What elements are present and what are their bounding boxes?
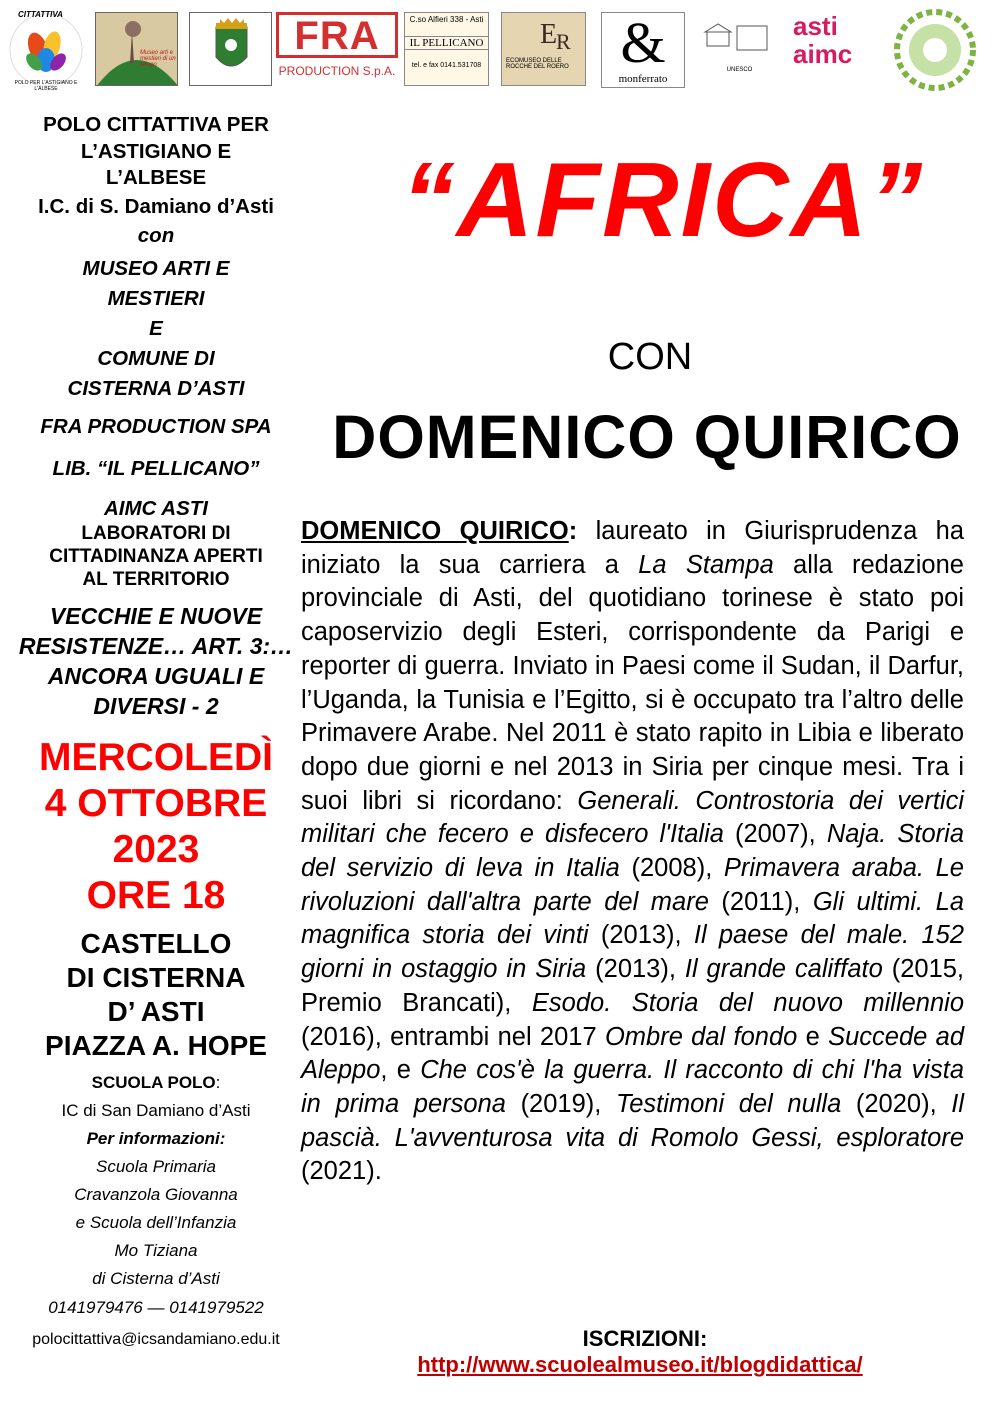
book-title: Il grande califfato (684, 955, 883, 984)
info-line-5: di Cisterna d’Asti (92, 1268, 220, 1288)
book-title: Esodo. Storia del nuovo millennio (531, 988, 965, 1017)
labs-text: LABORATORI DI CITTADINANZA APERTI AL TERRITORIO (49, 522, 263, 590)
book-title: Testimoni del nulla (615, 1089, 842, 1118)
bio-text: (2007), (723, 820, 827, 849)
book-title: La Stampa (638, 550, 774, 579)
event-day: MERCOLEDÌ (39, 735, 273, 779)
book-title: Il pascià. L'avventurosa vita di Romolo Gessi, esploratore (301, 1089, 965, 1152)
monferrato-logo-ampersand: & (620, 12, 666, 75)
info-line-1: Scuola Primaria (96, 1156, 216, 1176)
bio-text: (2008), (619, 854, 724, 883)
cittattiva-logo-subtext: POLO PER L'ASTIGIANO E L'ALBESE (14, 80, 78, 90)
info-line-3: e Scuola dell’Infanzia (75, 1212, 237, 1232)
book-title: Primavera araba. Le rivoluzioni dall'altra parte del mare (301, 854, 964, 916)
bio-text: laureato in Giurisprudenza ha iniziato la sua carriera a (301, 517, 965, 579)
monferrato-logo (601, 12, 685, 88)
bio-text: (2013), (588, 921, 694, 950)
event-title: “AFRICA” (401, 141, 925, 259)
scuola-polo-label: SCUOLA POLO (91, 1072, 216, 1092)
school-name: I.C. di S. Damiano d’Asti (38, 194, 274, 218)
pellicano-logo (404, 12, 489, 86)
sponsor-logo-strip (0, 0, 992, 100)
event-year: 2023 (112, 827, 200, 871)
venue-line-4: PIAZZA A. HOPE (45, 1029, 267, 1061)
fra-production-name: FRA PRODUCTION SPA (40, 414, 272, 438)
bookshop-name: LIB. “IL PELLICANO” (52, 456, 260, 480)
pellicano-logo-phone: tel. e fax 0141.531708 (411, 62, 482, 69)
book-title: Ombre dal fondo (604, 1022, 798, 1051)
book-title: Succede ad Aleppo (301, 1022, 965, 1085)
svg-text:E: E (540, 19, 558, 50)
fra-production-logo (276, 12, 398, 86)
venue-line-1: CASTELLO (80, 927, 232, 959)
bio-colon: : (568, 517, 578, 545)
info-label: Per informazioni: (86, 1128, 226, 1148)
book-title: Generali. Controstoria dei vertici militari che fecero e disfecero l'Italia (301, 786, 964, 849)
pellicano-logo-address: C.so Alfieri 338 - Asti (409, 15, 484, 24)
scuola-polo-line (6, 1069, 306, 1097)
org-title: POLO CITTATTIVA PER L’ASTIGIANO E L’ALBESE (43, 113, 269, 189)
bio-speaker-name: DOMENICO QUIRICO (301, 517, 569, 545)
monferrato-logo-text: monferrato (618, 73, 668, 85)
fra-logo-subtext: PRODUCTION S.p.A. (278, 64, 396, 78)
comune-crest-logo (189, 12, 272, 86)
bio-text: (2016), entrambi nel 2017 (301, 1022, 605, 1051)
bio-text: e (797, 1022, 829, 1051)
phone-numbers: 0141979476 — 0141979522 (48, 1297, 264, 1317)
bio-text: , e (380, 1056, 421, 1085)
aimc-logo-text: aimc (793, 39, 853, 69)
children-circle-logo (888, 8, 982, 92)
scuola-polo-colon: : (215, 1072, 221, 1092)
aimc-name: AIMC ASTI (103, 496, 208, 520)
event-time: ORE 18 (86, 873, 226, 917)
bio-text: (2019), (505, 1089, 616, 1118)
venue-line-2: DI CISTERNA (66, 961, 246, 993)
fra-logo-text: FRA (294, 14, 380, 58)
e-label: E (149, 316, 163, 340)
book-title: Naja. Storia del servizio di leva in Italia (301, 820, 964, 883)
unesco-logo (697, 12, 782, 86)
speaker-name: DOMENICO QUIRICO (332, 403, 962, 471)
registration-label: ISCRIZIONI: (582, 1326, 708, 1351)
asti-logo-text: asti (793, 12, 838, 41)
info-line-2: Cravanzola Giovanna (74, 1184, 238, 1204)
bio-text: (2021). (301, 1157, 382, 1186)
con-label: con (137, 223, 175, 247)
info-line-4: Mo Tiziana (114, 1240, 198, 1260)
project-title: VECCHIE E NUOVE RESISTENZE… ART. 3:… ANCORA UGUALI E DIVERSI - 2 (18, 602, 294, 719)
bio-text: (2013), (586, 955, 685, 984)
museum-logo (140, 20, 180, 90)
bio-text: alla redazione provinciale di Asti, del quotidiano torinese è stato poi caposervizio degli Esteri, corrispondente da Parigi e reporter di guerra. Inviato in Paesi come il Sudan, il Darfur, l’Uganda, la Tunisia e l’Egitto, si è occupato tra l’altro delle Primavere Arabe. Nel 2011 è stato rapito in Libia e liberato dopo due giorni e nel 2013 in Siria per cinque mesi. Tra i suoi libri si ricordano: (301, 550, 964, 815)
scuola-polo-name: IC di San Damiano d’Asti (61, 1100, 251, 1120)
unesco-logo-text: UNESCO (726, 67, 753, 73)
event-date: 4 OTTOBRE (44, 781, 268, 825)
venue-line-3: D’ ASTI (107, 995, 205, 1027)
contact-email[interactable]: polocittattiva@icsandamiano.edu.it (32, 1330, 280, 1348)
book-title: Che cos'è la guerra. Il racconto di chi l'ha vista in prima persona (301, 1056, 965, 1118)
cittattiva-logo-text: CITTATTIVA (18, 10, 63, 19)
bio-text: (2015, Premio Brancati), (301, 955, 965, 1017)
con-text: CON (607, 336, 693, 378)
ecomuseo-logo-text: ECOMUSEO DELLE ROCCHE DEL ROERO (506, 58, 569, 70)
speaker-bio (301, 515, 964, 1189)
comune-name: COMUNE DI CISTERNA D’ASTI (67, 346, 245, 400)
cittattiva-logo (6, 8, 86, 90)
pellicano-logo-name: IL PELLICANO (405, 36, 488, 50)
book-title: Gli ultimi. La magnifica storia dei vinti (301, 887, 965, 950)
museum-name: MUSEO ARTI E MESTIERI (82, 256, 230, 310)
museum-logo-text: Museo arti e mestieri di un tempo (140, 50, 176, 68)
left-column (6, 112, 306, 1357)
svg-text:R: R (556, 29, 571, 53)
bio-text: (2020), (841, 1089, 952, 1118)
book-title: Il paese del male. 152 giorni in ostaggio in Siria (301, 921, 964, 984)
bio-body (301, 517, 964, 1185)
registration-link[interactable]: http://www.scuolealmuseo.it/blogdidattica/ (417, 1352, 863, 1377)
bio-text: (2011), (708, 887, 813, 916)
ecomuseo-logo (501, 12, 586, 86)
asti-aimc-logo (793, 12, 871, 86)
